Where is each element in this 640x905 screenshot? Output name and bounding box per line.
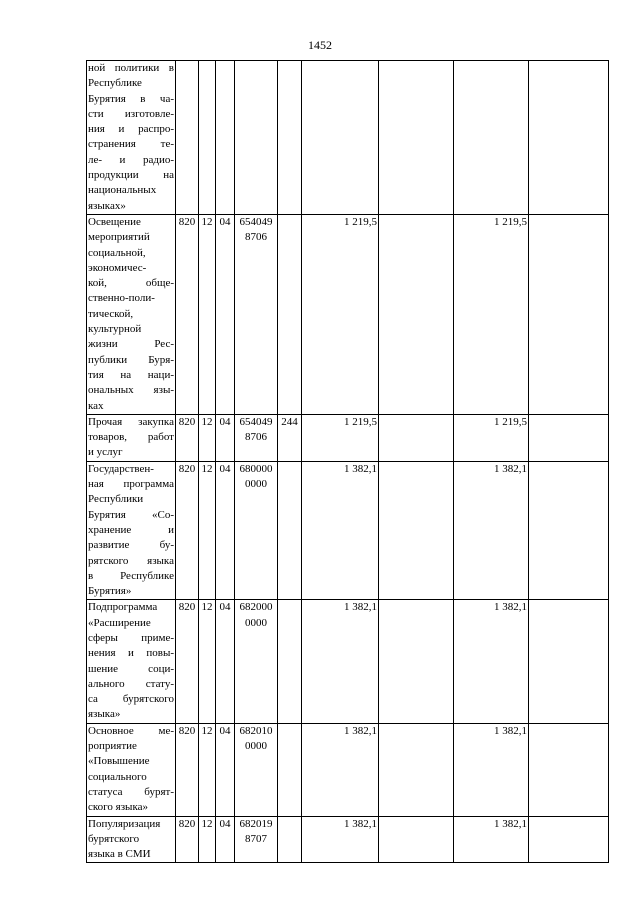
item-name-line: продукции на <box>88 169 174 182</box>
target-article-line: 8706 <box>245 431 267 444</box>
table-row <box>87 816 609 863</box>
amount-col7-cell <box>379 61 454 215</box>
item-name-line: рятского языка <box>88 554 174 567</box>
item-name-line: ональных язы- <box>88 384 174 397</box>
amount-col7-cell <box>379 600 454 723</box>
subsection-code-cell: 04 <box>216 600 235 723</box>
amount-col7-cell <box>379 461 454 600</box>
section-code-cell: 12 <box>199 816 216 863</box>
item-name-line: ной политики в <box>88 62 174 74</box>
target-article-cell <box>235 414 278 461</box>
item-name-line: «Расширение <box>88 616 151 629</box>
amount-col8-cell: 1 382,1 <box>454 723 529 816</box>
item-name-line: роприятие <box>88 740 137 753</box>
item-name-line: ния и распро- <box>88 123 174 136</box>
item-name-cell <box>87 61 176 215</box>
item-name-line: ках <box>88 399 104 412</box>
section-code-cell: 12 <box>199 723 216 816</box>
expense-type-cell <box>278 600 302 723</box>
ministry-code-cell: 820 <box>176 214 199 414</box>
target-article-line: 0000 <box>245 616 267 629</box>
target-article-line: 654049 <box>239 415 273 428</box>
amount-col7-cell <box>379 723 454 816</box>
item-name-line: тия на наци- <box>88 368 174 381</box>
item-name-line: Прочая закупка <box>88 415 174 428</box>
target-article-cell <box>235 600 278 723</box>
ministry-code-cell <box>176 61 199 215</box>
total-amount-cell: 1 382,1 <box>302 723 379 816</box>
subsection-code-cell: 04 <box>216 414 235 461</box>
item-name-line: ле- и радио- <box>88 153 174 166</box>
amount-col9-cell <box>529 600 609 723</box>
target-article-cell <box>235 214 278 414</box>
item-name-line: сти изготовле- <box>88 107 174 120</box>
target-article-line: 0000 <box>245 478 267 491</box>
subsection-code-cell: 04 <box>216 214 235 414</box>
total-amount-cell: 1 219,5 <box>302 414 379 461</box>
item-name-line: публики Буря- <box>88 353 174 366</box>
item-name-line: и услуг <box>88 446 123 459</box>
item-name-line: развитие бу- <box>88 539 174 552</box>
item-name-line: са бурятского <box>88 693 174 706</box>
table-row <box>87 61 609 215</box>
table-row <box>87 461 609 600</box>
total-amount-cell: 1 382,1 <box>302 461 379 600</box>
section-code-cell: 12 <box>199 461 216 600</box>
item-name-line: странения те- <box>88 138 174 151</box>
item-name-line: национальных <box>88 184 157 197</box>
item-name-line: языка в СМИ <box>88 848 151 861</box>
target-article-line: 682000 <box>239 601 273 614</box>
item-name-line: Бурятия «Со- <box>88 508 174 521</box>
amount-col8-cell: 1 382,1 <box>454 600 529 723</box>
section-code-cell: 12 <box>199 414 216 461</box>
target-article-cell <box>235 461 278 600</box>
amount-col9-cell <box>529 214 609 414</box>
item-name-line: Основное ме- <box>88 724 174 737</box>
subsection-code-cell: 04 <box>216 461 235 600</box>
target-article-line: 682010 <box>239 724 273 737</box>
subsection-code-cell: 04 <box>216 816 235 863</box>
expense-type-cell: 244 <box>278 414 302 461</box>
amount-col9-cell <box>529 816 609 863</box>
item-name-cell <box>87 461 176 600</box>
amount-col9-cell <box>529 723 609 816</box>
item-name-line: шение соци- <box>88 662 174 675</box>
item-name-line: Бурятия» <box>88 585 132 598</box>
expense-type-cell <box>278 214 302 414</box>
item-name-cell <box>87 214 176 414</box>
subsection-code-cell: 04 <box>216 723 235 816</box>
budget-table <box>86 60 609 863</box>
item-name-cell <box>87 723 176 816</box>
amount-col7-cell <box>379 214 454 414</box>
item-name-line: Бурятия в ча- <box>88 92 174 105</box>
item-name-line: в Республике <box>88 569 174 582</box>
target-article-line: 8706 <box>245 231 267 244</box>
amount-col8-cell: 1 382,1 <box>454 816 529 863</box>
target-article-cell <box>235 61 278 215</box>
item-name-line: Республики <box>88 493 144 506</box>
item-name-line: ального стату- <box>88 677 174 690</box>
amount-col9-cell <box>529 414 609 461</box>
item-name-line: экономичес- <box>88 261 147 274</box>
total-amount-cell: 1 382,1 <box>302 600 379 723</box>
expense-type-cell <box>278 723 302 816</box>
amount-col9-cell <box>529 61 609 215</box>
target-article-line: 680000 <box>239 462 273 475</box>
item-name-line: кой, обще- <box>88 277 174 290</box>
total-amount-cell: 1 382,1 <box>302 816 379 863</box>
table-row <box>87 600 609 723</box>
ministry-code-cell: 820 <box>176 600 199 723</box>
total-amount-cell: 1 219,5 <box>302 214 379 414</box>
target-article-line: 654049 <box>239 215 273 228</box>
target-article-line: 682019 <box>239 817 273 830</box>
item-name-line: Популяризация <box>88 817 161 830</box>
ministry-code-cell: 820 <box>176 816 199 863</box>
item-name-line: ского языка» <box>88 801 149 814</box>
item-name-line: нения и повы- <box>88 647 174 660</box>
item-name-line: языка» <box>88 708 121 721</box>
ministry-code-cell: 820 <box>176 414 199 461</box>
item-name-line: сферы приме- <box>88 631 174 644</box>
item-name-cell <box>87 414 176 461</box>
table-row <box>87 214 609 414</box>
target-article-cell <box>235 816 278 863</box>
item-name-cell <box>87 816 176 863</box>
section-code-cell <box>199 61 216 215</box>
amount-col7-cell <box>379 414 454 461</box>
item-name-line: Освещение <box>88 215 141 228</box>
expense-type-cell <box>278 461 302 600</box>
item-name-line: ственно-поли- <box>88 292 155 305</box>
subsection-code-cell <box>216 61 235 215</box>
section-code-cell: 12 <box>199 214 216 414</box>
item-name-line: ная программа <box>88 478 174 491</box>
amount-col8-cell: 1 219,5 <box>454 214 529 414</box>
item-name-line: жизни Рес- <box>88 338 174 351</box>
expense-type-cell <box>278 816 302 863</box>
section-code-cell: 12 <box>199 600 216 723</box>
item-name-line: Подпрограмма <box>88 601 158 614</box>
item-name-line: языках» <box>88 199 126 212</box>
item-name-line: Государствен- <box>88 462 154 475</box>
item-name-line: бурятского <box>88 832 140 845</box>
table-row <box>87 414 609 461</box>
table-body <box>87 61 609 863</box>
target-article-line: 0000 <box>245 740 267 753</box>
amount-col8-cell <box>454 61 529 215</box>
item-name-line: хранение и <box>88 523 174 536</box>
total-amount-cell <box>302 61 379 215</box>
page-number: 1452 <box>308 38 332 52</box>
ministry-code-cell: 820 <box>176 723 199 816</box>
amount-col8-cell: 1 219,5 <box>454 414 529 461</box>
item-name-line: социального <box>88 770 147 783</box>
item-name-line: товаров, работ <box>88 431 174 444</box>
item-name-line: культурной <box>88 323 142 336</box>
target-article-cell <box>235 723 278 816</box>
expense-type-cell <box>278 61 302 215</box>
item-name-line: статуса бурят- <box>88 785 174 798</box>
item-name-line: социальной, <box>88 246 146 259</box>
target-article-line: 8707 <box>245 832 267 845</box>
item-name-line: «Повышение <box>88 755 150 768</box>
amount-col7-cell <box>379 816 454 863</box>
amount-col9-cell <box>529 461 609 600</box>
item-name-line: Республике <box>88 77 142 90</box>
item-name-line: тической, <box>88 307 134 320</box>
amount-col8-cell: 1 382,1 <box>454 461 529 600</box>
item-name-cell <box>87 600 176 723</box>
table-row <box>87 723 609 816</box>
ministry-code-cell: 820 <box>176 461 199 600</box>
item-name-line: мероприятий <box>88 231 150 244</box>
